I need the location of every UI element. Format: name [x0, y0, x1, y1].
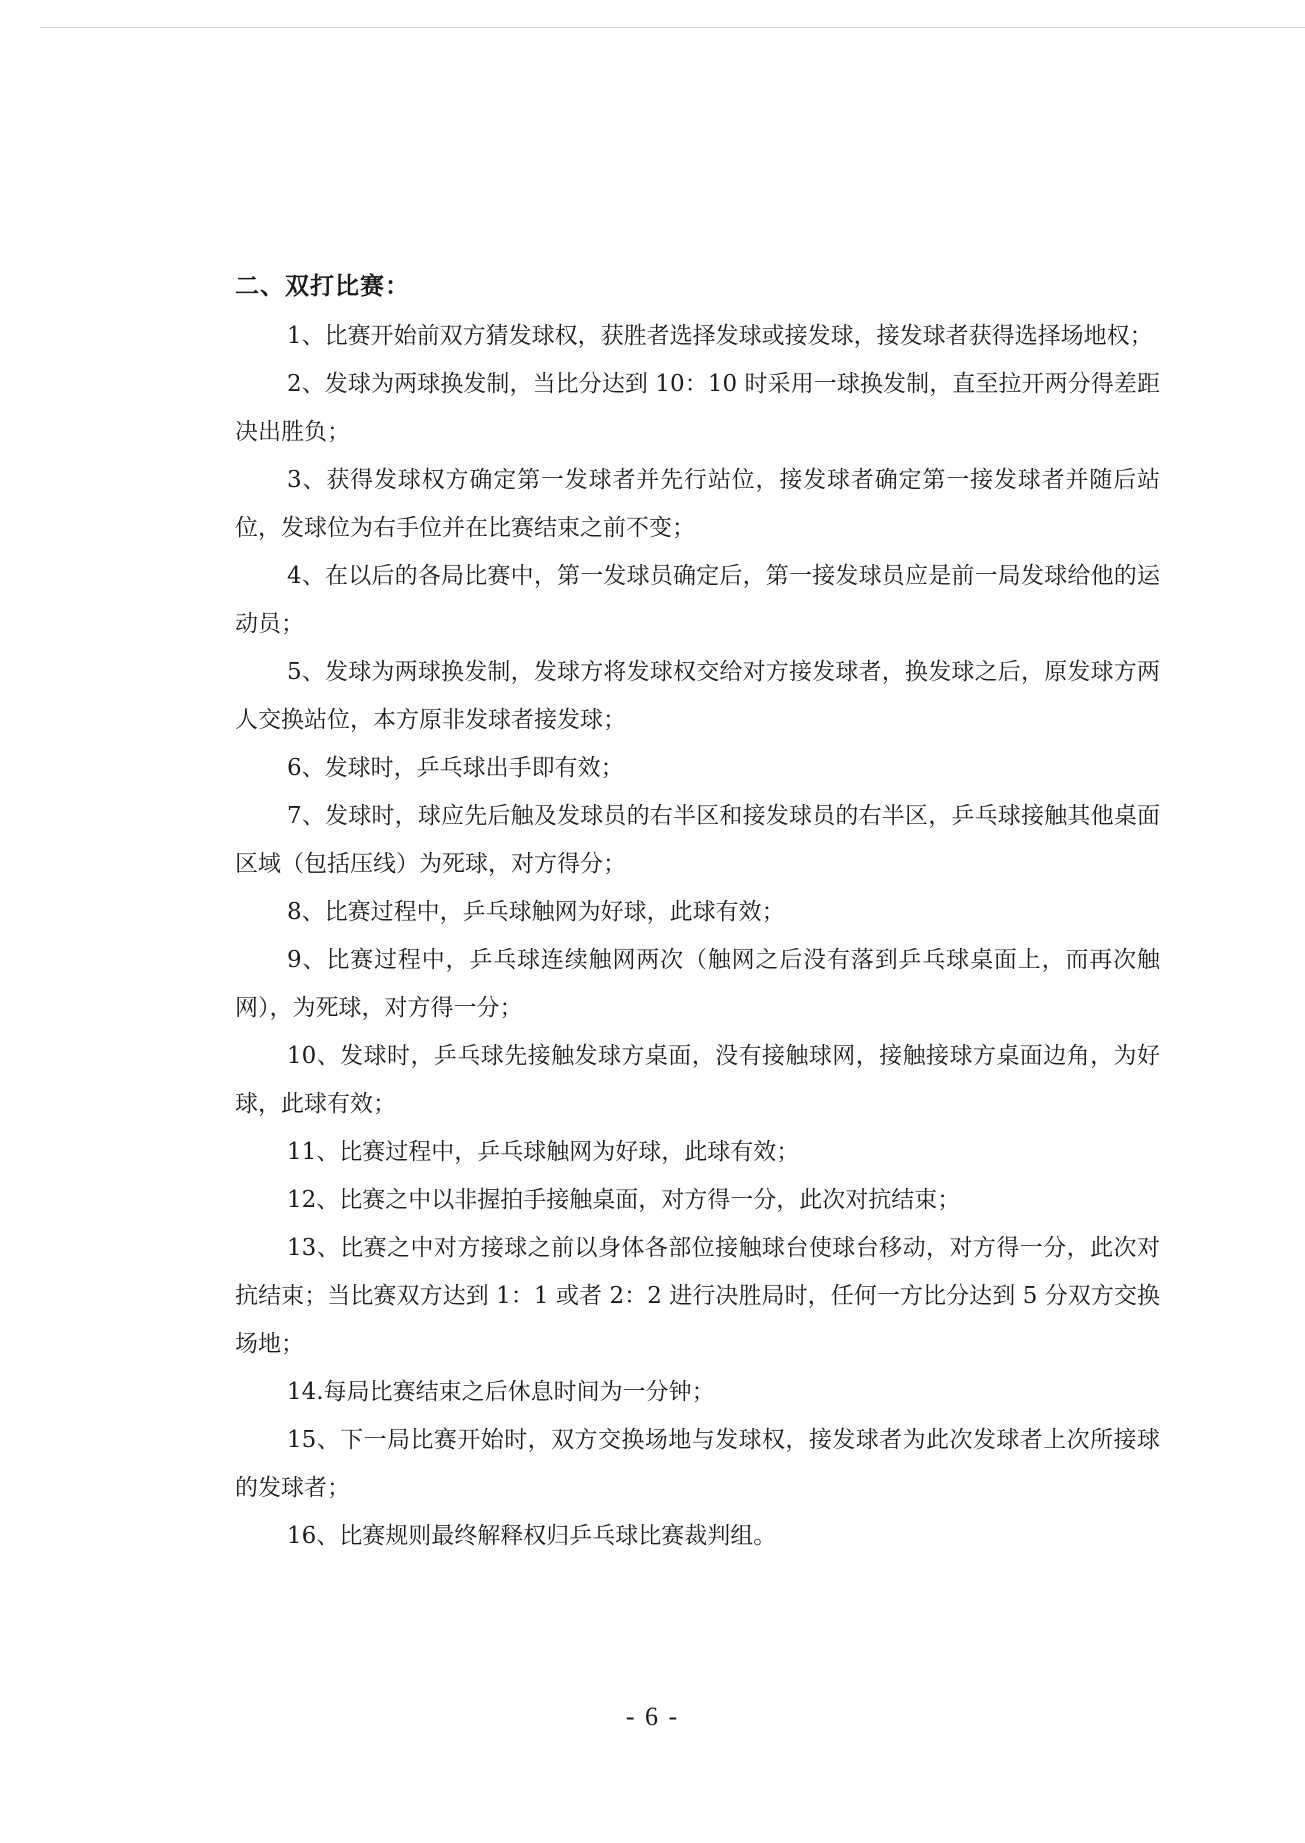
rule-item-12: 12、比赛之中以非握拍手接触桌面，对方得一分，此次对抗结束；: [287, 1187, 961, 1213]
document-body: [235, 262, 1160, 1560]
rule-item-13: 13、比赛之中对方接球之前以身体各部位接触球台使球台移动，对方得一分，此次对抗结束；当比赛双方达到 1：1 或者 2：2 进行决胜局时，任何一方比分达到 5 分双方交换场地；: [235, 1235, 1160, 1357]
rule-item-16: 16、比赛规则最终解释权归乒乓球比赛裁判组。: [287, 1523, 777, 1549]
rule-item-15: 15、下一局比赛开始时，双方交换场地与发球权，接发球者为此次发球者上次所接球的发球者；: [235, 1427, 1160, 1501]
rule-item-4: 4、在以后的各局比赛中，第一发球员确定后，第一接发球员应是前一局发球给他的运动员；: [235, 563, 1160, 637]
rule-item-1: 1、比赛开始前双方猜发球权，获胜者选择发球或接发球，接发球者获得选择场地权；: [287, 323, 1153, 349]
rule-item-6: 6、发球时，乒乓球出手即有效；: [287, 755, 624, 781]
rule-item-9: 9、比赛过程中，乒乓球连续触网两次（触网之后没有落到乒乓球桌面上，而再次触网），为死球，对方得一分；: [235, 947, 1160, 1021]
section-heading: 二、双打比赛：: [235, 271, 410, 300]
rule-item-11: 11、比赛过程中，乒乓球触网为好球，此球有效；: [287, 1139, 800, 1165]
rule-item-14: 14.每局比赛结束之后休息时间为一分钟；: [287, 1379, 715, 1405]
rule-item-2: 2、发球为两球换发制，当比分达到 10：10 时采用一球换发制，直至拉开两分得差距决出胜负；: [235, 371, 1160, 445]
rule-item-5: 5、发球为两球换发制，发球方将发球权交给对方接发球者，换发球之后，原发球方两人交换站位，本方原非发球者接发球；: [235, 659, 1160, 733]
scan-edge-line: [40, 27, 1305, 28]
rule-item-7: 7、发球时，球应先后触及发球员的右半区和接发球员的右半区，乒乓球接触其他桌面区域（包括压线）为死球，对方得分；: [235, 803, 1160, 877]
rule-item-10: 10、发球时，乒乓球先接触发球方桌面，没有接触球网，接触接球方桌面边角，为好球，此球有效；: [235, 1043, 1160, 1117]
page-number: - 6 -: [625, 1702, 680, 1731]
rule-item-8: 8、比赛过程中，乒乓球触网为好球，此球有效；: [287, 899, 785, 925]
rule-item-3: 3、获得发球权方确定第一发球者并先行站位，接发球者确定第一接发球者并随后站位，发球位为右手位并在比赛结束之前不变；: [235, 467, 1160, 541]
